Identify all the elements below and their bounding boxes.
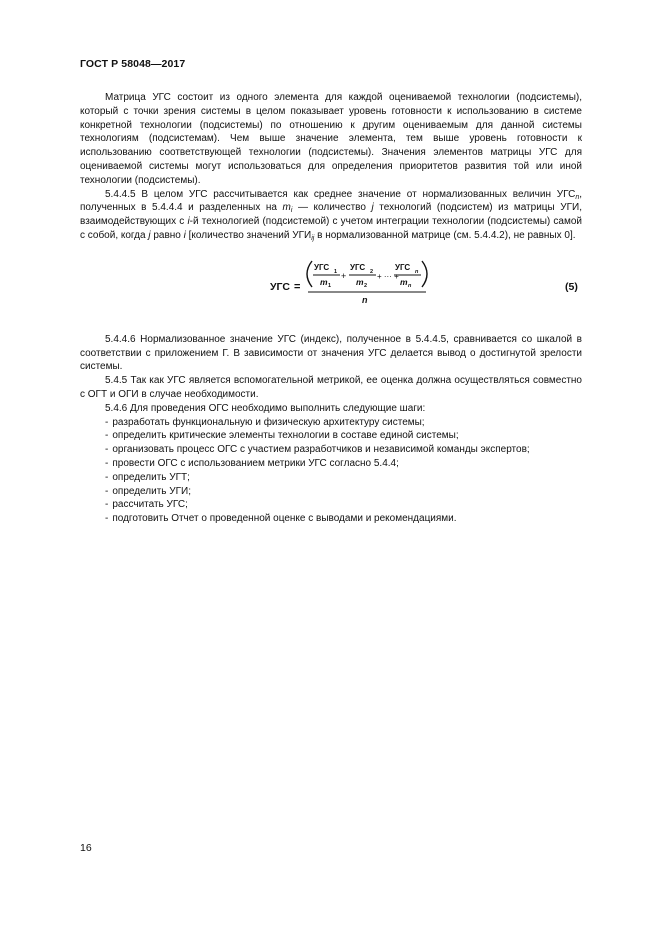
- list-item: - организовать процесс ОГС с участием разработчиков и независимой команды экспертов;: [105, 444, 530, 456]
- formula-lhs: УГС: [270, 280, 290, 293]
- formula-5: [80, 255, 582, 319]
- term2-denominator: m: [356, 276, 364, 287]
- term1-denominator-sub: 1: [328, 282, 332, 289]
- list-item: - определить УГТ;: [105, 471, 190, 483]
- list-item: - провести ОГС с использованием метрики УГС согласно 5.4.4;: [105, 457, 399, 469]
- formula-plus: +: [341, 270, 347, 281]
- term1-numerator-sub: 1: [334, 268, 338, 275]
- paragraph-matrix-description: Матрица УГС состоит из одного элемента для каждой оцениваемой технологии (подсистемы), который с точки зрения системы в целом показывает уровень готовности к использованию в системе конкретной технологии (подсистемы) по отношению к другим оцениваемым для данной системы технологиям (подсистемам). Чем выше значение элемента, тем выше уровень готовности к использованию соответствующей технологии (подсистемы). Значения элементов матрицы УГС для оцениваемой системы могут использоваться для определения приоритетов развития той или иной технологии (подсистемы).: [80, 92, 582, 186]
- left-paren: [307, 261, 312, 287]
- document-header: ГОСТ Р 58048—2017: [80, 58, 186, 70]
- termn-denominator-sub: n: [408, 282, 412, 289]
- term2-denominator-sub: 2: [364, 282, 368, 289]
- list-item: - подготовить Отчет о проведенной оценке с выводами и рекомендациями.: [105, 513, 457, 525]
- term1-numerator: УГС: [314, 262, 330, 272]
- formula-equals: =: [294, 280, 301, 293]
- outer-denominator: n: [362, 294, 368, 305]
- termn-numerator-sub: n: [415, 268, 419, 275]
- termn-denominator: m: [400, 276, 408, 287]
- list-item: - рассчитать УГС;: [105, 499, 188, 511]
- formula-ellipsis: + ··· +: [377, 271, 399, 281]
- term2-numerator: УГС: [350, 262, 366, 272]
- termn-numerator: УГС: [395, 262, 411, 272]
- formula-number: (5): [565, 280, 578, 293]
- term2-numerator-sub: 2: [370, 268, 374, 275]
- right-paren: [422, 261, 427, 287]
- list-item: - определить критические элементы технологии в составе единой системы;: [105, 430, 459, 442]
- paragraph-5-4-4-6: 5.4.4.6 Нормализованное значение УГС (индекс), полученное в 5.4.4.5, сравнивается со шкалой в соответствии с приложением Г. В зависимости от значения УГС делается вывод о достигнутой зрелости системы.: [80, 333, 582, 373]
- term1-denominator: m: [320, 276, 328, 287]
- steps-list: [80, 416, 582, 526]
- list-item: - разработать функциональную и физическую архитектуру системы;: [105, 416, 425, 428]
- paragraph-5-4-6: 5.4.6 Для проведения ОГС необходимо выполнить следующие шаги:: [105, 402, 426, 414]
- paragraph-5-4-5: 5.4.5 Так как УГС является вспомогательной метрикой, ее оценка должна осуществляться совместно с ОГТ и ОГИ в случае необходимости.: [80, 375, 582, 400]
- document-body: [80, 91, 582, 526]
- list-item: - определить УГИ;: [105, 485, 192, 497]
- paragraph-5-4-4-5: 5.4.4.5 В целом УГС рассчитывается как среднее значение от нормализованных величин $УГС_n$, полученных в 5.4.4.4 и разделенных на $m_i$ — количество j технологий (подсистем) из матрицы УГИ, взаимодействующих с i-й технологией (подсистемой) с учетом интеграции технологии (подсистемы) самой с собой, когда j равно i [количество значений $УГИ_{ij}$ в нормализованной матрице (см. 5.4.4.2), не равных 0].: [80, 188, 582, 242]
- page-number: 16: [80, 842, 92, 854]
